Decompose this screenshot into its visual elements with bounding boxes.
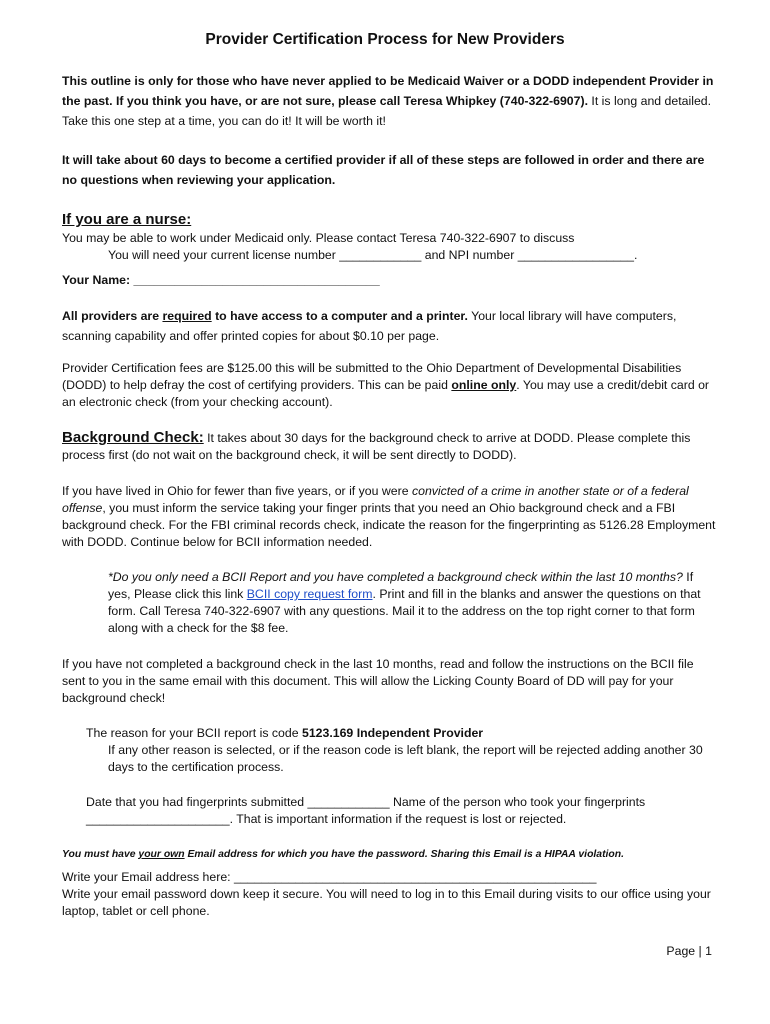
fees-text-a: Provider Certification fees are $125.00 this will be submitted to the Ohio Department of Developmental Disabilities (DODD) to help defray the cost of certifying providers. This can be paid xyxy=(62,361,682,392)
ohio-paragraph xyxy=(62,483,718,551)
page-number: Page | 1 xyxy=(666,944,712,958)
page-title: Provider Certification Process for New Providers xyxy=(205,31,565,48)
nurse-heading-line xyxy=(62,211,718,229)
email-note-b: Email address for which you have the password. Sharing this Email is a HIPAA violation. xyxy=(184,849,625,860)
providers-bold-a: All providers are xyxy=(62,309,163,323)
bcii-text-a: If yes, Please click this link xyxy=(108,570,694,601)
nurse-heading: If you are a nurse: xyxy=(62,211,192,228)
reason-line xyxy=(86,725,718,742)
reason-code: 5123.169 Independent Provider xyxy=(301,726,484,740)
reason-warning: If any other reason is selected, or if the reason code is left blank, the report will be rejected adding another 30 days to the certification process. xyxy=(108,743,703,774)
nurse-line-1: You may be able to work under Medicaid only. Please contact Teresa 740-322-6907 to discuss xyxy=(62,231,575,245)
background-heading: Background Check: xyxy=(62,429,204,446)
providers-bold-b: to have access to a computer and a printer. xyxy=(211,309,468,323)
your-name-field: Your Name: ____________________________________ xyxy=(62,273,380,287)
ohio-text-a: If you have lived in Ohio for fewer than five years, or if you were xyxy=(62,484,412,498)
fingerprint-date-paragraph: Date that you had fingerprints submitted ____________ Name of the person who took your fingerprints _____________________. That is important information if the request is lost or rejected. xyxy=(86,795,646,826)
email-note-own: your own xyxy=(138,849,185,860)
intro-normal-text: It is long and detailed. Take this one step at a time, you can do it! It will be worth it! xyxy=(62,94,712,128)
intro-bold-text: This outline is only for those who have never applied to be Medicaid Waiver or a DODD independent Provider in the past. If you think you have, or are not sure, please call Teresa Whipkey (740-322-6907). xyxy=(62,74,714,108)
ohio-text-b: , you must inform the service taking your finger prints that you need an Ohio background check and a FBI background check. For the FBI criminal records check, indicate the reason for the fingerprinting as 5126.28 Employment with DODD. Continue below for BCII information needed. xyxy=(62,501,716,549)
bcii-question: *Do you only need a BCII Report and you have completed a background check within the last 10 months? xyxy=(108,570,683,584)
background-paragraph xyxy=(62,429,718,464)
providers-required: required xyxy=(162,309,212,323)
ohio-italic: convicted of a crime in another state or of a federal offense xyxy=(62,484,689,515)
email-address-field: Write your Email address here: _____________________________________________________ xyxy=(62,870,597,884)
email-note-a: You must have xyxy=(62,849,139,860)
email-password-paragraph: Write your email password down keep it secure. You will need to log in to this Email during visits to our office using your laptop, tablet or cell phone. xyxy=(62,887,711,918)
intro-paragraph xyxy=(62,71,718,131)
timeline-paragraph: It will take about 60 days to become a certified provider if all of these steps are followed in order and there are no questions when reviewing your application. xyxy=(62,153,705,187)
not-completed-paragraph: If you have not completed a background check in the last 10 months, read and follow the instructions on the BCII file sent to you in the same email with this document. This will allow the Licking County Board of DD will pay for your background check! xyxy=(62,657,694,705)
email-note xyxy=(62,845,718,863)
fees-paragraph xyxy=(62,360,718,411)
reason-text-a: The reason for your BCII report is code xyxy=(86,726,302,740)
bcii-paragraph xyxy=(108,569,718,637)
nurse-line-2: You will need your current license number ____________ and NPI number _________________. xyxy=(108,248,638,262)
providers-paragraph xyxy=(62,306,718,346)
bcii-copy-request-link[interactable]: BCII copy request form xyxy=(246,587,373,601)
bcii-text-b: . Print and fill in the blanks and answer the questions on that form. Call Teresa 740-322-6907 with any questions. Mail it to the address on the top right corner to that form along with a check for the $8 fee. xyxy=(108,587,701,635)
fees-text-b: . You may use a credit/debit card or an electronic check (from your checking account). xyxy=(62,378,710,409)
providers-rest: Your local library will have computers, scanning capability and offer printed copies for about $0.10 per page. xyxy=(62,309,677,343)
background-text: It takes about 30 days for the background check to arrive at DODD. Please complete this process first (do not wait on the background check, it will be sent directly to DODD). xyxy=(62,431,691,462)
fees-online-only: online only xyxy=(451,378,517,392)
